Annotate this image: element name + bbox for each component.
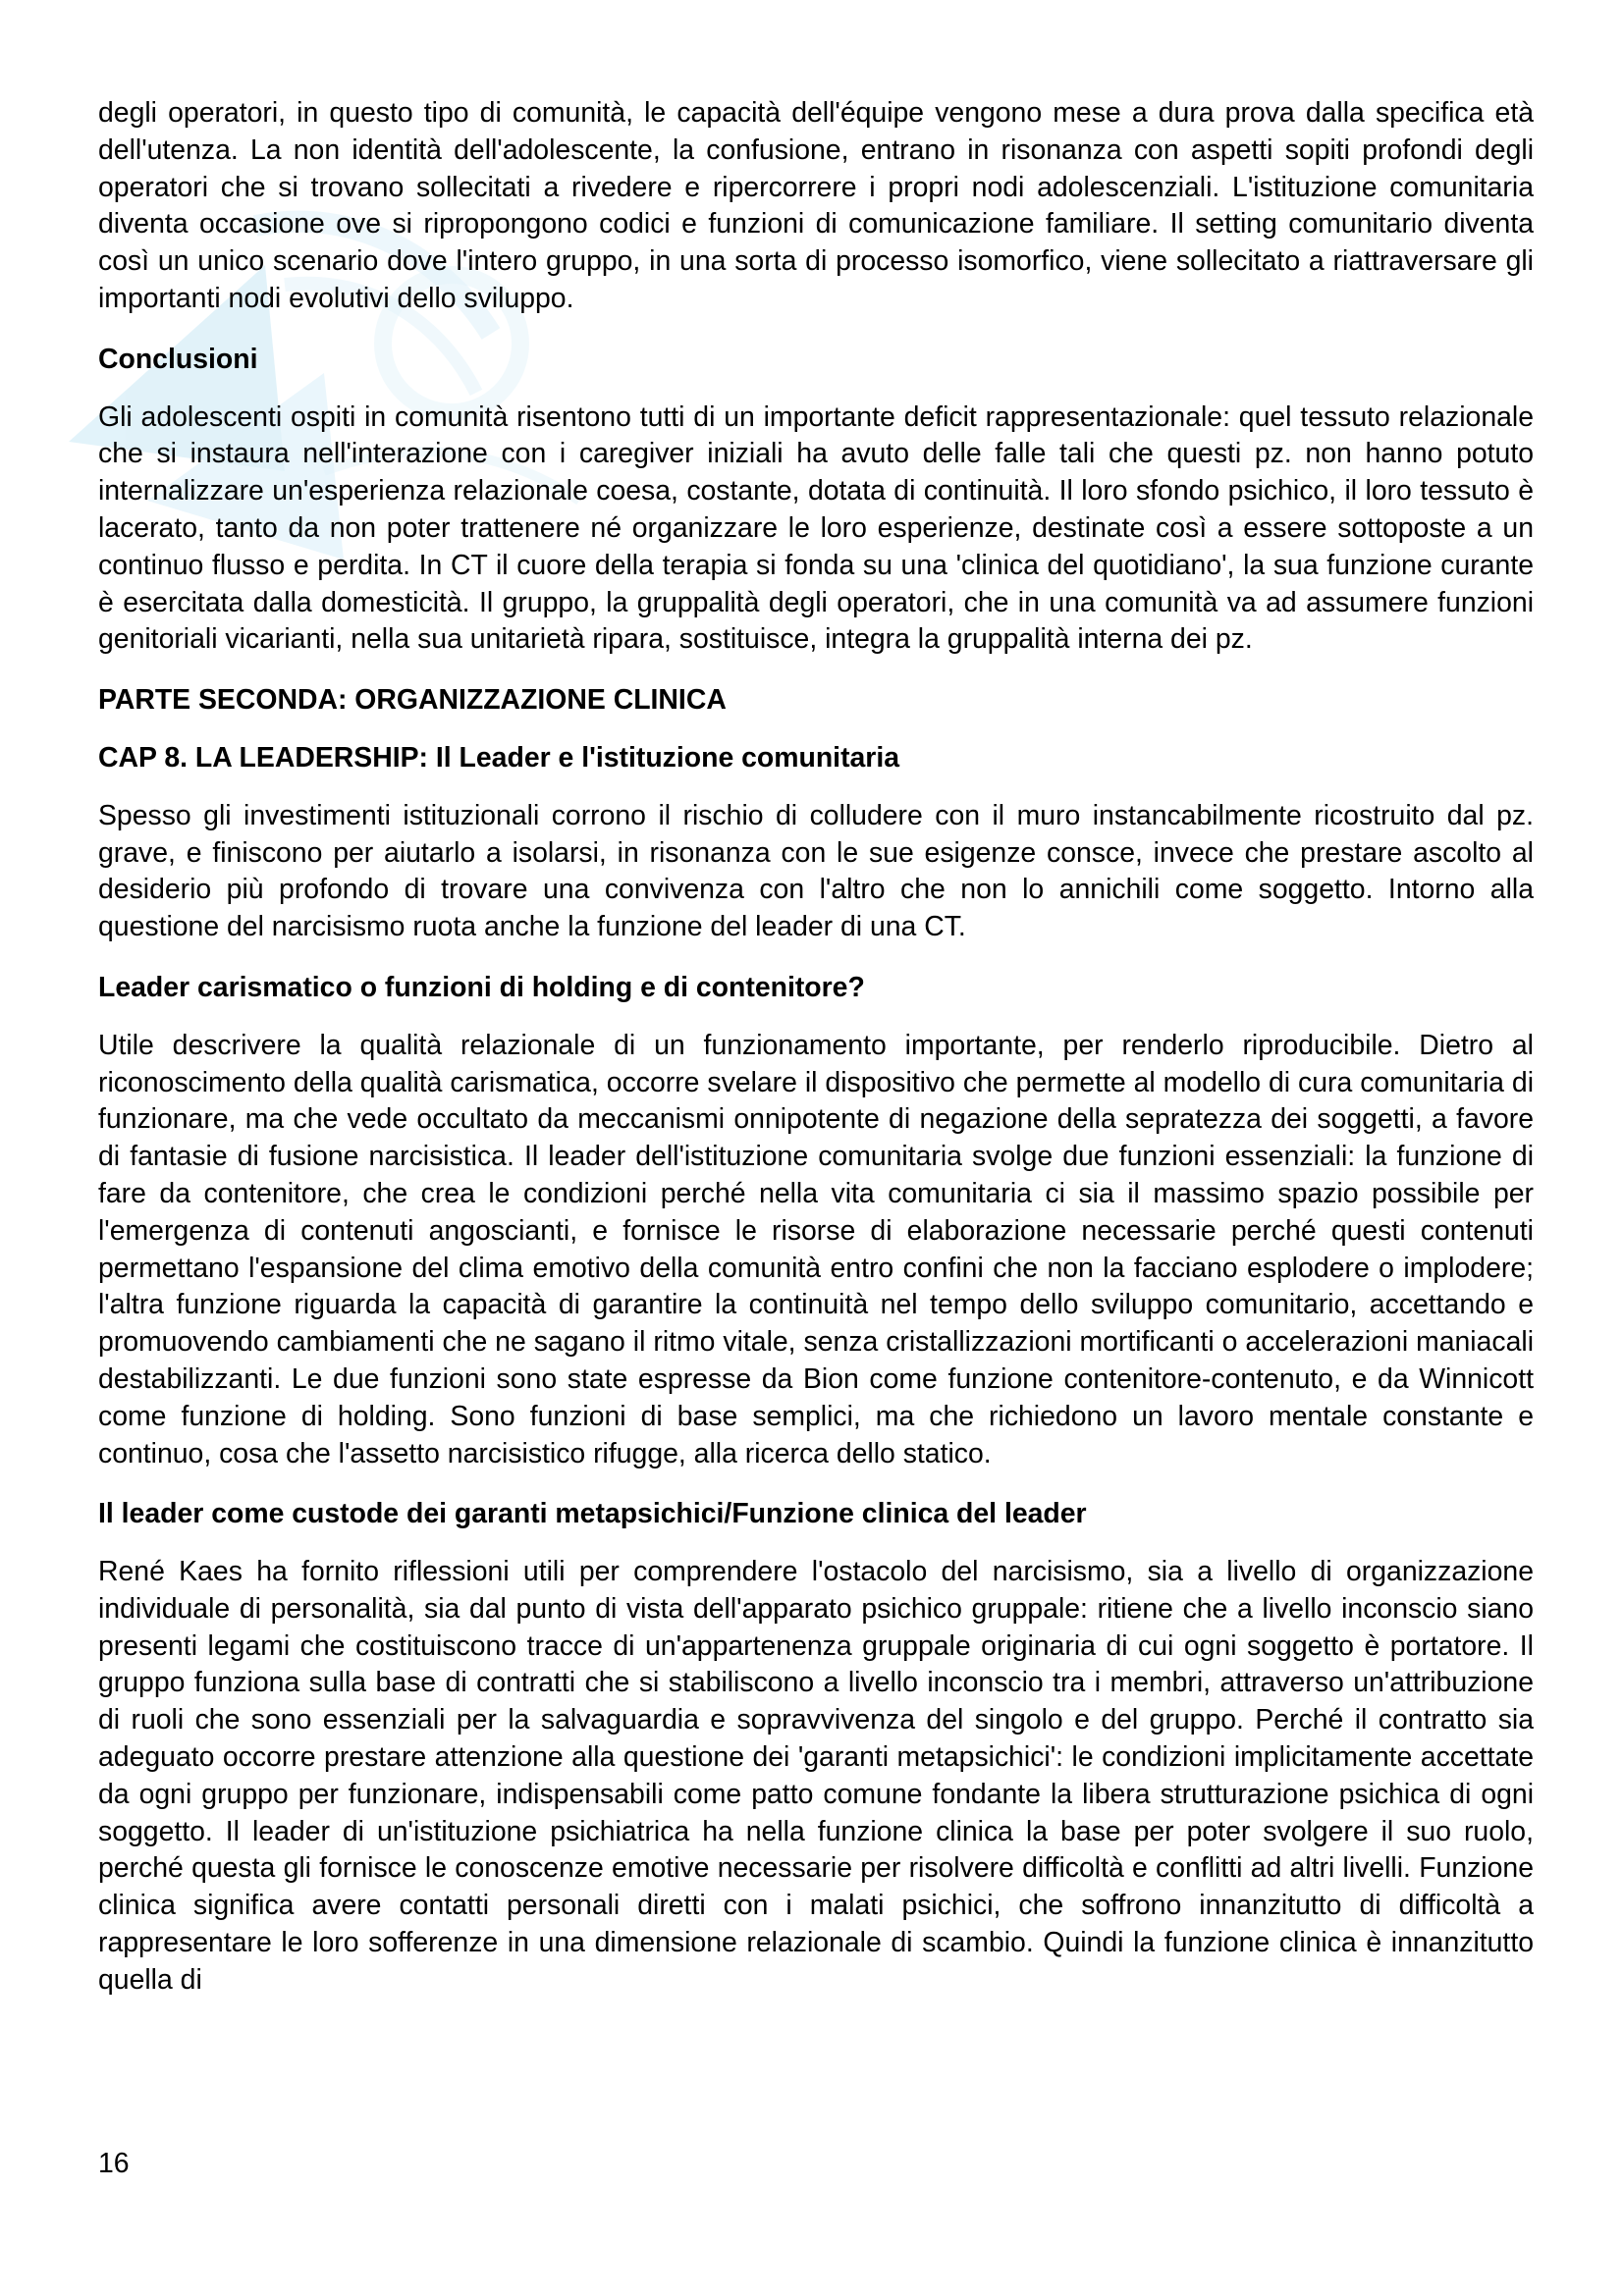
paragraph-leader-carismatico: Utile descrivere la qualità relazionale di un funzionamento importante, per renderlo riproducibile. Dietro al riconoscimento della qualità carismatica, occorre svelare il dispositivo che permette al modello di cura comunitaria di funzionare, ma che vede occultato da meccanismi onnipotente di negazione della sepratezza dei soggetti, a favore di fantasie di fusione narcisistica. Il leader dell'istituzione comunitaria svolge due funzioni essenziali: la funzione di fare da contenitore, che crea le condizioni perché nella vita comunitaria ci sia il massimo spazio possibile per l'emergenza di contenuti angoscianti, e fornisce le risorse di elaborazione necessarie perché questi contenuti permettano l'espansione del clima emotivo della comunità entro confini che non la facciano esplodere o implodere; l'altra funzione riguarda la capacità di garantire la continuità nel tempo dello sviluppo comunitario, accettando e promuovendo cambiamenti che ne sagano il ritmo vitale, senza cristallizzazioni mortificanti o accelerazioni maniacali destabilizzanti. Le due funzioni sono state espresse da Bion come funzione contenitore-contenuto, e da Winnicott come funzione di holding. Sono funzioni di base semplici, ma che richiedono un lavoro mentale constante e continuo, cosa che l'assetto narcisistico rifugge, alla ricerca dello statico. (98, 1029, 1534, 1469)
paragraph-conclusioni: Gli adolescenti ospiti in comunità risentono tutti di un importante deficit rappresentazionale: quel tessuto relazionale che si instaura nell'interazione con i caregiver iniziali ha avuto delle falle tali che questi pz. non hanno potuto internalizzare un'esperienza relazionale coesa, costante, dotata di continuità. Il loro sfondo psichico, il loro tessuto è lacerato, tanto da non poter trattenere né organizzare le loro esperienze, destinate così a essere sottoposte a un continuo flusso e perdita. In CT il cuore della terapia si fonda su una 'clinica del quotidiano', la sua funzione curante è esercitata dalla domesticità. Il gruppo, la gruppalità degli operatori, che in una comunità va ad assumere funzioni genitoriali vicarianti, nella sua unitarietà ripara, sostituisce, integra la gruppalità interna dei pz. (98, 400, 1534, 656)
heading-leader-carismatico: Leader carismatico o funzioni di holding e di contenitore? (98, 971, 865, 1003)
heading-conclusioni: Conclusioni (98, 343, 258, 375)
heading-cap-8: CAP 8. LA LEADERSHIP: Il Leader e l'istituzione comunitaria (98, 741, 900, 774)
paragraph-operatori: degli operatori, in questo tipo di comunità, le capacità dell'équipe vengono mese a dura prova dalla specifica età dell'utenza. La non identità dell'adolescente, la confusione, entrano in risonanza con aspetti sopiti profondi degli operatori che si trovano sollecitati a rivedere e ripercorrere i propri nodi adolescenziali. L'istituzione comunitaria diventa occasione ove si ripropongono codici e funzioni di comunicazione familiare. Il setting comunitario diventa così un unico scenario dove l'intero gruppo, in una sorta di processo isomorfico, viene sollecitato a riattraversare gli importanti nodi evolutivi dello sviluppo. (98, 97, 1534, 314)
heading-parte-seconda: PARTE SECONDA: ORGANIZZAZIONE CLINICA (98, 684, 727, 717)
page-number: 16 (98, 2148, 130, 2179)
paragraph-investimenti: Spesso gli investimenti istituzionali corrono il rischio di colludere con il muro instancabilmente ricostruito dal pz. grave, e finiscono per aiutarlo a isolarsi, in risonanza con le sue esigenze consce, invece che prestare ascolto al desiderio più profondo di trovare una convivenza con l'altro che non lo annichili come soggetto. Intorno alla questione del narcisismo ruota anche la funzione del leader di una CT. (98, 799, 1534, 943)
paragraph-garanti-metapsichici: René Kaes ha fornito riflessioni utili per comprendere l'ostacolo del narcisismo, sia a livello di organizzazione individuale di personalità, sia dal punto di vista dell'apparato psichico gruppale: ritiene che a livello inconscio siano presenti legami che costituiscono tracce di un'appartenenza gruppale originaria di cui ogni soggetto è portatore. Il gruppo funziona sulla base di contratti che si stabiliscono a livello inconscio tra i membri, attraverso un'attribuzione di ruoli che sono essenziali per la salvaguardia e sopravvivenza del singolo e del gruppo. Perché il contratto sia adeguato occorre prestare attenzione alla questione dei 'garanti metapsichici': le condizioni implicitamente accettate da ogni gruppo per funzionare, indispensabili come patto comune fondante la libera strutturazione psichica di ogni soggetto. Il leader di un'istituzione psichiatrica ha nella funzione clinica la base per poter svolgere il suo ruolo, perché questa gli fornisce le conoscenze emotive necessarie per risolvere difficoltà e conflitti ad altri livelli. Funzione clinica significa avere contatti personali diretti con i malati psichici, che soffrono innanzitutto di difficoltà a rappresentare le loro sofferenze in una dimensione relazionale di scambio. Quindi la funzione clinica è innanzitutto quella di (98, 1556, 1534, 1996)
heading-garanti-metapsichici: Il leader come custode dei garanti metapsichici/Funzione clinica del leader (98, 1498, 1087, 1530)
page-body (98, 95, 1534, 2023)
